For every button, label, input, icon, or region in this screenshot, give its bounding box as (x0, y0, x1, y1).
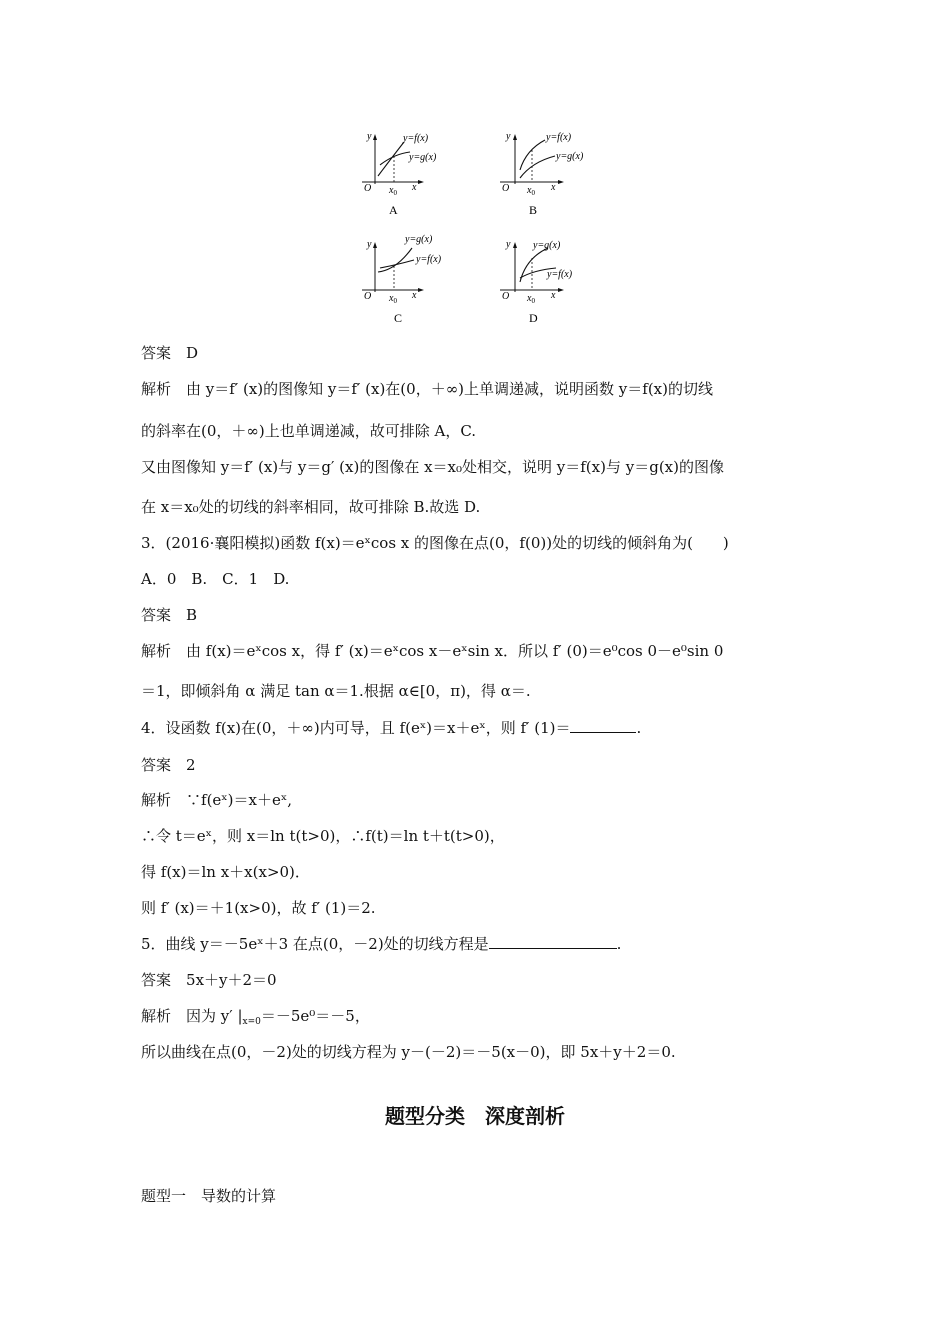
graph-b (500, 131, 584, 217)
origin-label-a: O (364, 183, 372, 194)
q3-analysis-line-2: ＝1，即倾斜角 α 满足 tan α＝1.根据 α∈[0，π)，得 α＝. (141, 682, 531, 700)
curve-label-d-lower: y=f(x) (547, 269, 573, 280)
axis-x-label-c: x (412, 290, 417, 301)
axis-x-label-d: x (551, 290, 556, 301)
curve-label-d-upper: y=g(x) (533, 240, 561, 251)
q5-analysis-line-2: 所以曲线在点(0，－2)处的切线方程为 y－(－2)＝－5(x－0)，即 5x＋y＋2＝0. (141, 1043, 676, 1061)
x0-label-d: $x_0$ (527, 293, 535, 305)
axis-y-label-d: y (506, 239, 511, 250)
q3-options: A．0 B. C．1 D. (141, 570, 290, 588)
analysis-label: 解析 (141, 380, 172, 398)
graph-d (500, 239, 573, 325)
answer-label: 答案 (141, 344, 172, 362)
q4-analysis-line-3: 得 f(x)＝ln x＋x(x>0)． (141, 863, 310, 881)
q2-analysis-line-3: 又由图像知 y＝f′ (x)与 y＝g′ (x)的图像在 x＝x₀处相交，说明 y＝f(x)与 y＝g(x)的图像 (141, 458, 724, 476)
figure-label-a: A (389, 203, 398, 217)
curve-label-c-lower: y=f(x) (416, 254, 442, 265)
q3-stem: 3．(2016·襄阳模拟)函数 f(x)＝eˣcos x 的图像在点(0，f(0))处的切线的倾斜角为( ) (141, 534, 729, 552)
axis-y-label-c: y (367, 239, 372, 250)
figure-label-d: D (529, 311, 538, 325)
q5-analysis-line-1: 解析 因为 y′ $|_{x=0}=-5e^0=-5$， (141, 1007, 370, 1027)
q4-analysis-line-2: ∴令 t＝eˣ，则 x＝ln t(t>0)，∴f(t)＝ln t＋t(t>0)， (141, 827, 505, 845)
q2-analysis-line-4: 在 x＝x₀处的切线的斜率相同，故可排除 B.故选 D. (141, 498, 481, 516)
graph-c (362, 234, 442, 325)
curve-label-a-lower: y=g(x) (409, 152, 437, 163)
graph-a (362, 131, 437, 217)
type-heading: 题型一 导数的计算 (141, 1187, 277, 1205)
q4-analysis-line-1: 解析 ∵f(eˣ)＝x＋eˣ, (141, 791, 292, 809)
figure-label-b: B (529, 203, 538, 217)
q5-answer: 答案 5x＋y＋2＝0 (141, 971, 277, 989)
q2-analysis-line-1: 解析 由 y＝f′ (x)的图像知 y＝f′ (x)在(0，＋∞)上单调递减，说明函数 y＝f(x)的切线 (141, 380, 713, 398)
figure-label-c: C (394, 311, 403, 325)
origin-label-d: O (502, 291, 510, 302)
q3-analysis-line-1: 解析 由 f(x)＝eˣcos x，得 f′ (x)＝eˣcos x－eˣsin x．所以 f′ (0)＝e⁰cos 0－e⁰sin 0 (141, 642, 724, 660)
q4-analysis-line-4: 则 f′ (x)＝＋1(x>0)，故 f′ (1)＝2. (141, 899, 376, 917)
q4-stem: 4．设函数 f(x)在(0，＋∞)内可导，且 f(eˣ)＝x＋eˣ，则 f′ (1)＝ . (141, 719, 642, 737)
x0-label-c: $x_0$ (389, 293, 397, 305)
curve-label-b-upper: y=f(x) (546, 132, 572, 143)
origin-label-c: O (364, 291, 372, 302)
q4-answer: 答案 2 (141, 756, 196, 774)
x0-label-a: $x_0$ (389, 185, 397, 197)
curve-label-a-upper: y=f(x) (403, 133, 429, 144)
curve-label-b-lower: y=g(x) (556, 151, 584, 162)
axis-x-label-a: x (412, 182, 417, 193)
q3-answer: 答案 B (141, 606, 198, 624)
q2-analysis-line-2: 的斜率在(0，＋∞)上也单调递减，故可排除 A，C. (141, 422, 477, 440)
axis-y-label-b: y (506, 131, 511, 142)
axis-y-label-a: y (367, 131, 372, 142)
figure-graphs (0, 0, 950, 340)
answer-value: D (186, 344, 199, 362)
answer-blank[interactable] (570, 718, 636, 733)
section-title: 题型分类 深度剖析 (385, 1104, 565, 1128)
origin-label-b: O (502, 183, 510, 194)
q2-answer (141, 343, 198, 363)
curve-label-c-upper: y=g(x) (405, 234, 433, 245)
q5-stem: 5．曲线 y＝－5eˣ＋3 在点(0，－2)处的切线方程是 . (141, 935, 622, 953)
x0-label-b: $x_0$ (527, 185, 535, 197)
axis-x-label-b: x (551, 182, 556, 193)
answer-blank[interactable] (489, 934, 617, 949)
